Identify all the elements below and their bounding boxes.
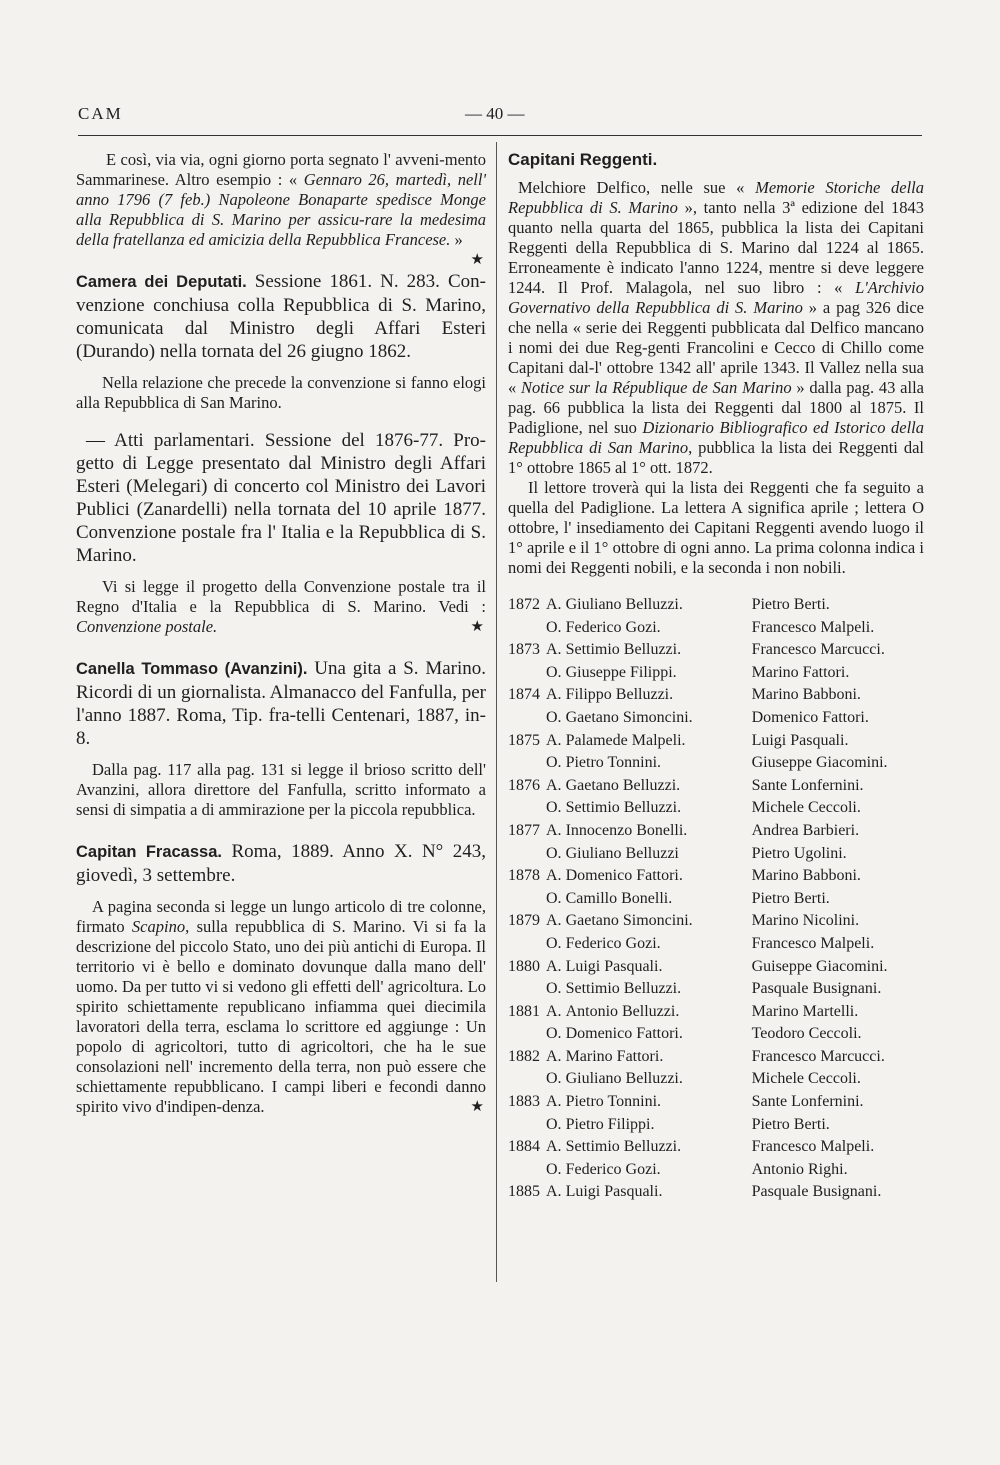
intro-end: »	[450, 230, 463, 249]
regent-year	[508, 1161, 546, 1184]
entry-note	[76, 577, 486, 637]
entry-atti: — Atti parlamentari. Sessione del 1876-77. Pro-getto di Legge presentato dal Ministro degli Affari Esteri (Melegari) di concerto col Ministro dei Lavori Publici (Zanardelli) nella tornata del 10 aprile 1877. Convenzione postale fra l' Italia e la Repubblica di S. Marino.	[76, 430, 486, 566]
regent-year	[508, 980, 546, 1003]
regent-noble: Settimio Belluzzi.	[565, 1138, 682, 1156]
regent-year: 1885	[508, 1183, 540, 1201]
italic-title: L'Archivio Governativo della Repubblica di S. Marino	[508, 278, 924, 317]
intro-paragraph	[76, 150, 486, 268]
regent-year	[508, 709, 546, 732]
regent-nonnoble: Marino Babboni.	[751, 686, 861, 704]
regent-nonnoble: Guiseppe Giacomini.	[751, 957, 888, 975]
header-rule	[78, 135, 922, 136]
regents-intro	[508, 178, 924, 478]
regent-row	[508, 980, 922, 1003]
section-heading: Capitani Reggenti.	[508, 150, 658, 169]
regent-month: A.	[546, 1183, 562, 1201]
regent-noble: Settimio Belluzzi.	[565, 980, 682, 998]
text-run: » dalla pag. 43 alla pag. 66 pubblica la lista dei Reggenti dal 1800 al 1875. Il Padiglione, nel suo	[508, 378, 924, 437]
italic-title: Dizionario Bibliografico ed Istorico della Repubblica di San Marino	[508, 418, 925, 457]
star-icon: ★	[470, 1099, 484, 1115]
regent-row	[508, 799, 922, 822]
regent-month: A.	[546, 821, 562, 839]
regent-noble: Giuliano Belluzzi.	[565, 1070, 683, 1088]
regent-year: 1875	[508, 731, 540, 749]
regent-noble: Camillo Bonelli.	[565, 889, 673, 907]
regent-year: 1879	[508, 912, 540, 930]
regent-year	[508, 890, 546, 913]
regent-month: A.	[546, 1047, 562, 1065]
regent-year	[508, 664, 546, 687]
regent-row	[508, 664, 922, 687]
regent-row	[508, 1070, 922, 1093]
regent-row	[508, 1116, 922, 1139]
intro-italic: Gennaro 26, martedì, nell' anno 1796 (7 feb.) Napoleone Bonaparte spedisce Monge alla Repubblica di S. Marino per assicu-rare la medesima della fratellanza ed amicizia della Repubblica Francese.	[76, 170, 486, 249]
regent-nonnoble: Teodoro Ceccoli.	[751, 1025, 862, 1043]
regent-nonnoble: Sante Lonfernini.	[751, 776, 864, 794]
regent-row	[508, 1025, 922, 1048]
running-header	[78, 104, 920, 134]
entry-text: Una gita a S. Marino. Ricordi di un giornalista. Almanacco del Fanfulla, per l'anno 1887. Roma, Tip. fra-telli Centenari, 1887, in-8.	[76, 658, 487, 749]
regent-noble: Federico Gozi.	[565, 618, 661, 636]
regent-month: O.	[546, 844, 562, 862]
regent-row	[508, 912, 922, 935]
regent-month: A.	[546, 1002, 562, 1020]
column-divider	[496, 142, 497, 1282]
regent-row	[508, 619, 922, 642]
regent-month: O.	[546, 663, 562, 681]
regent-month: A.	[546, 867, 562, 885]
regents-table	[508, 596, 922, 1206]
regent-month: O.	[546, 1070, 562, 1088]
regent-month: A.	[546, 641, 562, 659]
text-run: , pubblica la lista dei Reggenti dal 1° ottobre 1865 al 1° ott. 1872.	[508, 438, 924, 477]
regent-noble: Pietro Tonnini.	[565, 754, 662, 772]
regent-row	[508, 845, 922, 868]
regent-year: 1883	[508, 1093, 540, 1111]
regent-month: A.	[546, 912, 562, 930]
regent-year	[508, 754, 546, 777]
regent-row	[508, 686, 922, 709]
regent-noble: Palamede Malpeli.	[565, 731, 686, 749]
regent-nonnoble: Marino Martelli.	[751, 1002, 859, 1020]
regent-nonnoble: Michele Ceccoli.	[751, 1070, 861, 1088]
left-column	[76, 150, 486, 1117]
regent-noble: Filippo Belluzzi.	[565, 686, 674, 704]
regent-nonnoble: Pasquale Busignani.	[751, 1183, 882, 1201]
text-run: », tanto nella 3ª edizione del 1843 quanto nella quarta del 1865, pubblica la lista dei Capitani Reggenti della Repubblica di S. Marino dal 1224 al 1865. Erroneamente è indicato l'anno 1224, mentre si deve leggere 1244. Il Prof. Malagola, nel suo libro : «	[508, 198, 925, 297]
regent-row	[508, 641, 922, 664]
regent-year: 1881	[508, 1002, 540, 1020]
regent-year	[508, 1025, 546, 1048]
regent-noble: Domenico Fattori.	[565, 1025, 683, 1043]
regent-nonnoble: Marino Fattori.	[751, 663, 850, 681]
regent-noble: Gaetano Simoncini.	[565, 912, 693, 930]
regent-row	[508, 822, 922, 845]
entry-note	[76, 897, 486, 1117]
regent-year: 1876	[508, 776, 540, 794]
regent-month: O.	[546, 754, 562, 772]
regent-year: 1873	[508, 641, 540, 659]
regent-nonnoble: Marino Nicolini.	[751, 912, 860, 930]
regent-nonnoble: Francesco Marcucci.	[751, 641, 885, 659]
page-number: — 40 —	[465, 104, 525, 123]
regent-month: A.	[546, 957, 562, 975]
right-column	[508, 150, 924, 1206]
text-run: Melchiore Delfico, nelle sue «	[518, 178, 756, 197]
regent-nonnoble: Francesco Malpeli.	[751, 618, 875, 636]
regent-year: 1872	[508, 596, 540, 613]
regent-month: A.	[546, 1093, 562, 1111]
regent-nonnoble: Giuseppe Giacomini.	[751, 754, 888, 772]
regent-year	[508, 619, 546, 642]
star-icon: ★	[470, 619, 484, 635]
entry-note: Dalla pag. 117 alla pag. 131 si legge il brioso scritto dell' Avanzini, allora direttore del Fanfulla, scritto informato a sensi di simpatia a di ammirazione per la piccola repubblica.	[76, 760, 486, 819]
regent-year	[508, 1070, 546, 1093]
regent-row	[508, 890, 922, 913]
entry-canella	[76, 657, 486, 750]
italic-title: Memorie Storiche della Repubblica di S. Marino	[508, 178, 925, 217]
regent-noble: Giuseppe Filippi.	[565, 663, 677, 681]
regents-explanation: Il lettore troverà qui la lista dei Reggenti che fa seguito a quella del Padiglione. La lettera A significa aprile ; lettera O ottobre, l' insediamento dei Capitani Reggenti avendo luogo il 1° aprile e il 1° ottobre di ogni anno. La prima colonna indica i nomi dei Reggenti nobili, e la seconda i non nobili.	[508, 478, 924, 577]
text-run: » a pag 326 dice che nella « serie dei Reggenti pubblicata dal Delfico mancano i nomi dei due Reg-genti Francolini e Cecco di Chillo come Capitani dal-l' ottobre 1342 all' aprile 1343. Il Vallez nella sua «	[508, 298, 924, 397]
regent-row	[508, 732, 922, 755]
regent-year: 1877	[508, 821, 540, 839]
intro-text: E così, via via, ogni giorno porta segnato l' avveni-mento Sammarinese. Altro esempio : «	[76, 150, 486, 189]
regent-row	[508, 935, 922, 958]
entry-capitan	[76, 840, 486, 887]
regent-nonnoble: Andrea Barbieri.	[751, 821, 860, 839]
regent-noble: Settimio Belluzzi.	[565, 799, 682, 817]
entry-heading: Capitan Fracassa.	[76, 843, 222, 861]
regent-month: O.	[546, 618, 562, 636]
regent-row	[508, 1093, 922, 1116]
regent-nonnoble: Pasquale Busignani.	[751, 980, 882, 998]
regent-row	[508, 596, 922, 619]
regent-nonnoble: Pietro Ugolini.	[751, 844, 847, 862]
regent-row	[508, 867, 922, 890]
regent-nonnoble: Francesco Malpeli.	[751, 934, 875, 952]
regent-year: 1882	[508, 1047, 540, 1065]
regent-row	[508, 709, 922, 732]
regent-month: O.	[546, 889, 562, 907]
regent-month: A.	[546, 776, 562, 794]
regent-row	[508, 1183, 922, 1206]
regent-row	[508, 777, 922, 800]
regent-row	[508, 1003, 922, 1026]
regent-month: A.	[546, 686, 562, 704]
regent-row	[508, 1161, 922, 1184]
star-icon: ★	[470, 252, 484, 268]
regent-nonnoble: Antonio Righi.	[751, 1160, 848, 1178]
regent-month: O.	[546, 1115, 562, 1133]
regent-month: A.	[546, 596, 562, 613]
regent-noble: Gaetano Simoncini.	[565, 708, 693, 726]
regent-month: O.	[546, 799, 562, 817]
regent-month: A.	[546, 1138, 562, 1156]
regent-year: 1884	[508, 1138, 540, 1156]
regent-year: 1874	[508, 686, 540, 704]
regent-row	[508, 958, 922, 981]
regent-nonnoble: Francesco Malpeli.	[751, 1138, 875, 1156]
regent-row	[508, 1048, 922, 1071]
regent-month: O.	[546, 980, 562, 998]
regent-month: O.	[546, 1160, 562, 1178]
regent-nonnoble: Michele Ceccoli.	[751, 799, 861, 817]
entry-heading: Camera dei Deputati.	[76, 273, 247, 291]
regent-nonnoble: Marino Babboni.	[751, 867, 861, 885]
regent-year	[508, 799, 546, 822]
regent-nonnoble: Domenico Fattori.	[751, 708, 869, 726]
regent-nonnoble: Luigi Pasquali.	[751, 731, 849, 749]
regent-year	[508, 935, 546, 958]
note-text: Vi si legge il progetto della Convenzione postale tra il Regno d'Italia e la Repubblica di S. Marino. Vedi :	[76, 577, 486, 616]
regent-month: A.	[546, 731, 562, 749]
regent-year: 1878	[508, 867, 540, 885]
regent-nonnoble: Pietro Berti.	[751, 889, 830, 907]
regent-noble: Federico Gozi.	[565, 1160, 661, 1178]
regent-month: O.	[546, 1025, 562, 1043]
regent-noble: Domenico Fattori.	[565, 867, 683, 885]
section-title: CAM	[78, 104, 123, 123]
note-text: A pagina seconda si legge un lungo articolo di tre colonne, firmato	[76, 897, 486, 936]
entry-text: Roma, 1889. Anno X. N° 243, giovedì, 3 settembre.	[76, 841, 487, 886]
note-italic: Scapino	[131, 917, 186, 936]
regent-nonnoble: Sante Lonfernini.	[751, 1093, 864, 1111]
entry-text: Sessione 1861. N. 283. Con-venzione conchiusa colla Repubblica di S. Marino, comunicata dal Ministro degli Affari Esteri (Durando) nella tornata del 26 giugno 1862.	[76, 271, 486, 362]
regent-noble: Gaetano Belluzzi.	[565, 776, 681, 794]
regent-noble: Marino Fattori.	[565, 1047, 664, 1065]
entry-camera	[76, 270, 486, 363]
regent-year	[508, 1116, 546, 1139]
regent-noble: Federico Gozi.	[565, 934, 661, 952]
regent-year	[508, 845, 546, 868]
regent-row	[508, 1138, 922, 1161]
regent-month: O.	[546, 934, 562, 952]
italic-title: Notice sur la République de San Marino	[521, 378, 792, 397]
note-italic: Convenzione postale.	[76, 617, 218, 636]
regent-noble: Pietro Tonnini.	[565, 1093, 662, 1111]
note-text: , sulla repubblica di S. Marino. Vi si fa la descrizione del piccolo Stato, uno dei più antichi di Europa. Il territorio vi è bello e dominato dovunque dalla mano dell' uomo. Da per tutto vi si vedono gli effetti dell' agricoltura. Lo spirito schiettamente republicano infiamma quei diecimila lavoratori della terra, esclama lo scrittore ed aggiunge : Un popolo di agricoltori, tutto di agricoltori, che ha le sue consolazioni nell' incremento della terra, non può essere che schiettamente repubblicano. I campi liberi e fecondi danno spirito vivo d'indipen-denza.	[76, 917, 486, 1116]
regent-nonnoble: Pietro Berti.	[751, 596, 830, 613]
regent-year: 1880	[508, 957, 540, 975]
entry-heading: Canella Tommaso (Avanzini).	[76, 660, 308, 678]
regent-noble: Pietro Filippi.	[565, 1115, 655, 1133]
regent-nonnoble: Pietro Berti.	[751, 1115, 830, 1133]
regent-noble: Settimio Belluzzi.	[565, 641, 682, 659]
regent-noble: Luigi Pasquali.	[565, 1183, 663, 1201]
regent-noble: Giuliano Belluzzi.	[565, 596, 683, 613]
regent-noble: Giuliano Belluzzi	[565, 844, 679, 862]
entry-note: Nella relazione che precede la convenzione si fanno elogi alla Repubblica di San Marino.	[76, 373, 486, 412]
regent-noble: Antonio Belluzzi.	[565, 1002, 680, 1020]
regent-noble: Luigi Pasquali.	[565, 957, 663, 975]
regent-month: O.	[546, 708, 562, 726]
regent-row	[508, 754, 922, 777]
regent-nonnoble: Francesco Marcucci.	[751, 1047, 885, 1065]
regent-noble: Innocenzo Bonelli.	[565, 821, 688, 839]
